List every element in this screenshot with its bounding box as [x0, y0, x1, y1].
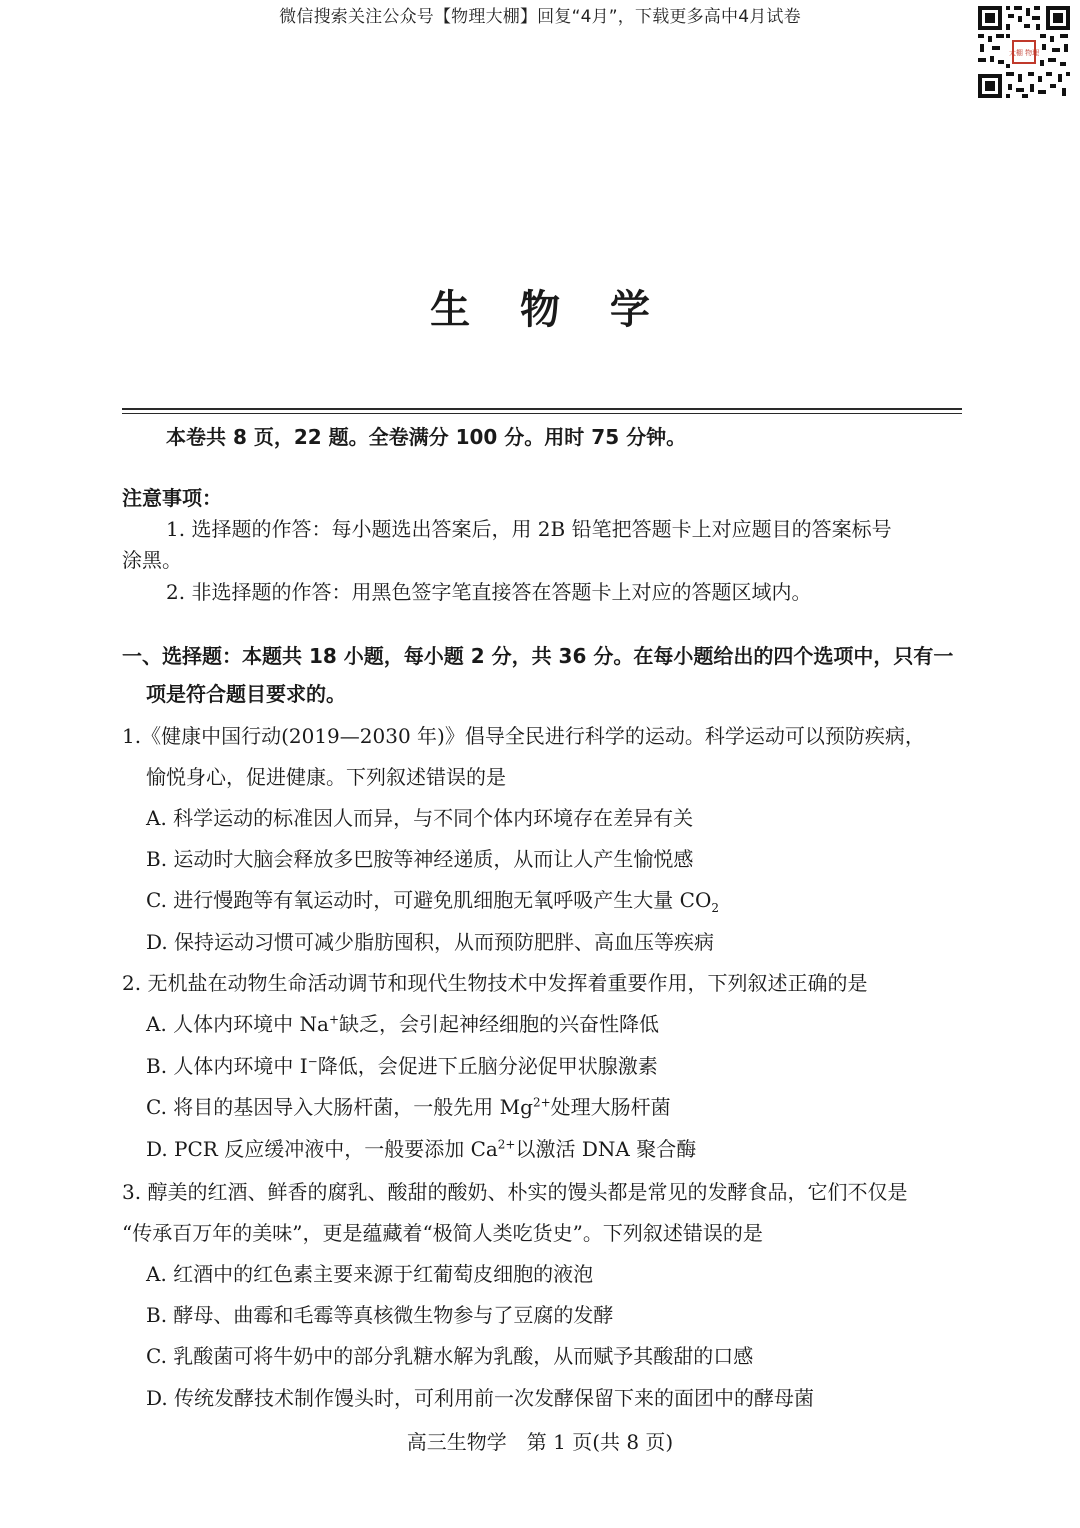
q3-stem: 3. 醇美的红酒、鲜香的腐乳、酸甜的酸奶、朴实的馒头都是常见的发酵食品，它们不仅是 [122, 1180, 908, 1204]
section-heading: 一、选择题：本题共 18 小题，每小题 2 分，共 36 分。在每小题给出的四个选项中，只有一 [122, 644, 954, 668]
q3-stem-cont: “传承百万年的美味”，更是蕴藏着“极简人类吃货史”。下列叙述错误的是 [122, 1221, 763, 1245]
notes-item-2: 2. 非选择题的作答：用黑色签字笔直接答在答题卡上对应的答题区域内。 [166, 580, 812, 604]
page-footer: 高三生物学 第 1 页(共 8 页) [406, 1430, 674, 1454]
section-heading-cont: 项是符合题目要求的。 [146, 682, 346, 706]
title-rule-bottom [122, 413, 962, 414]
page-title: 生 物 学 [430, 287, 668, 333]
q2-option-b: B. 人体内环境中 I−降低，会促进下丘脑分泌促甲状腺激素 [146, 1054, 658, 1078]
q1-option-c: C. 进行慢跑等有氧运动时，可避免肌细胞无氧呼吸产生大量 $CO_2$ [146, 888, 720, 915]
qr-code-icon [976, 4, 1072, 100]
notes-item-1: 1. 选择题的作答：每小题选出答案后，用 2B 铅笔把答题卡上对应题目的答案标号 [166, 517, 892, 541]
q1-stem-cont: 愉悦身心，促进健康。下列叙述错误的是 [146, 765, 506, 789]
q2-option-a: A. 人体内环境中 Na+缺乏，会引起神经细胞的兴奋性降低 [146, 1012, 660, 1036]
top-banner: 微信搜索关注公众号【物理大棚】回复“4月”，下载更多高中4月试卷 [279, 7, 801, 27]
q1-option-d: D. 保持运动习惯可减少脂肪囤积，从而预防肥胖、高血压等疾病 [146, 930, 715, 954]
notes-heading: 注意事项： [122, 486, 222, 510]
q2-stem: 2. 无机盐在动物生命活动调节和现代生物技术中发挥着重要作用，下列叙述正确的是 [122, 971, 868, 995]
q1-stem: 1.《健康中国行动(2019—2030 年)》倡导全民进行科学的运动。科学运动可以预防疾病， [122, 724, 925, 748]
notes-item-1-cont: 涂黑。 [122, 548, 182, 572]
q2-option-d: D. PCR 反应缓冲液中，一般要添加 $Ca^{2+}$以激活 DNA 聚合酶 [146, 1137, 697, 1161]
q3-option-d: D. 传统发酵技术制作馒头时，可利用前一次发酵保留下来的面团中的酵母菌 [146, 1386, 815, 1410]
qr-logo-label: 大棚 物理 [1008, 49, 1040, 57]
q3-option-b: B. 酵母、曲霉和毛霉等真核微生物参与了豆腐的发酵 [146, 1303, 614, 1327]
q2-option-c: C. 将目的基因导入大肠杆菌，一般先用 $Mg^{2+}$处理大肠杆菌 [146, 1095, 671, 1119]
q3-option-c: C. 乳酸菌可将牛奶中的部分乳糖水解为乳酸，从而赋予其酸甜的口感 [146, 1344, 754, 1368]
q1-option-b: B. 运动时大脑会释放多巴胺等神经递质，从而让人产生愉悦感 [146, 847, 694, 871]
q1-option-a: A. 科学运动的标准因人而异，与不同个体内环境存在差异有关 [146, 806, 694, 830]
q3-option-a: A. 红酒中的红色素主要来源于红葡萄皮细胞的液泡 [146, 1262, 594, 1286]
title-rule-top [122, 408, 962, 410]
exam-info: 本卷共 8 页，22 题。全卷满分 100 分。用时 75 分钟。 [166, 425, 687, 449]
